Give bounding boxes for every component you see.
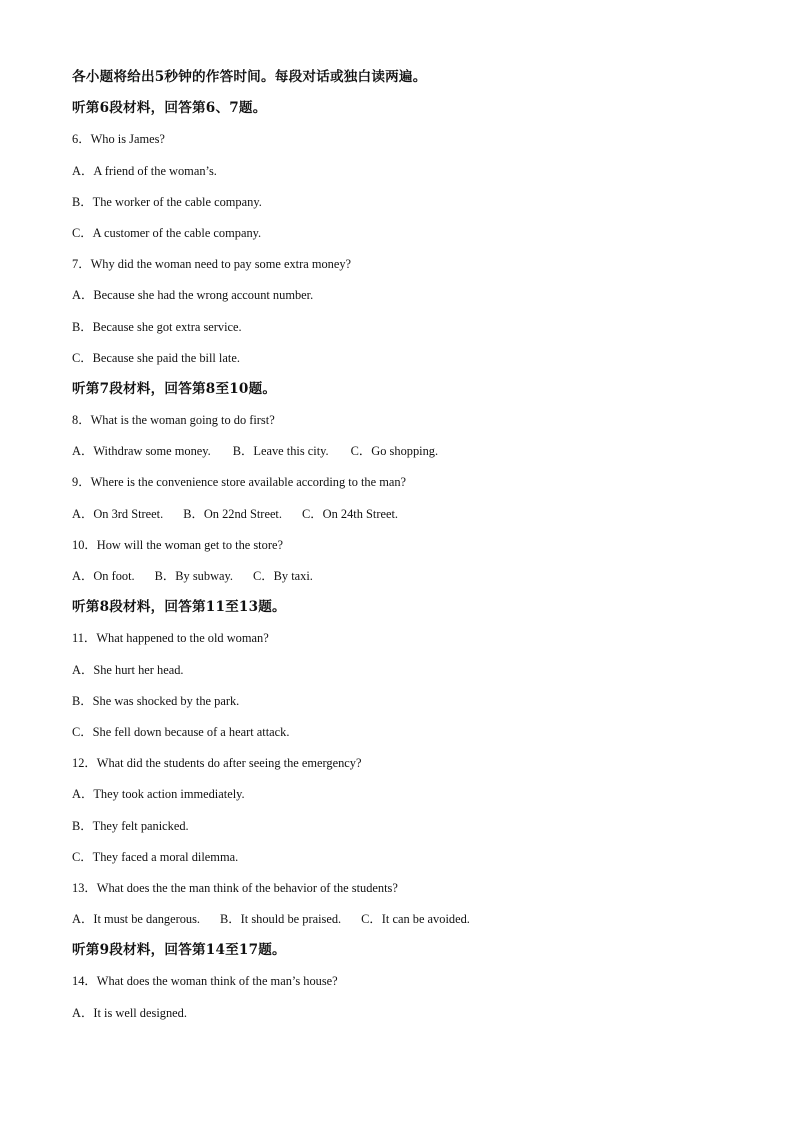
option-c: C．By taxi.	[253, 569, 313, 583]
document-page	[72, 62, 752, 1029]
option-b: B．By subway.	[154, 569, 234, 583]
option-a: A．Withdraw some money.	[72, 444, 211, 459]
question-text: 14．What does the woman think of the man’s house?	[72, 974, 338, 989]
question-text: 8．What is the woman going to do first?	[72, 413, 275, 428]
option-b: B．Because she got extra service.	[72, 319, 242, 334]
options-row	[72, 499, 752, 530]
option-a: A．She hurt her head.	[72, 662, 184, 677]
option-c: C．She fell down because of a heart attack.	[72, 724, 290, 739]
option-c: C．They faced a moral dilemma.	[72, 849, 239, 864]
instructions-text: 各小题将给出5秒钟的作答时间。每段对话或独白读两遍。	[72, 69, 427, 85]
option-b: B．On 22nd Street.	[183, 506, 282, 521]
option-b: B．She was shocked by the park.	[72, 693, 240, 708]
options-row	[72, 561, 752, 592]
question-text: 10．How will the woman get to the store?	[72, 537, 283, 552]
option-c: C．It can be avoided.	[361, 912, 470, 927]
option-c: C．Go shopping.	[350, 444, 439, 459]
options-row	[72, 904, 752, 935]
option-a: A．On 3rd Street.	[72, 506, 164, 521]
option-a: A．It must be dangerous.	[72, 912, 201, 927]
option-a: A．It is well designed.	[72, 1005, 187, 1020]
options-row	[72, 436, 752, 467]
option-b: B．It should be praised.	[220, 912, 342, 927]
section-heading: 听第7段材料，回答第8至10题。	[72, 380, 277, 397]
question-text: 6．Who is James?	[72, 132, 165, 147]
section-heading: 听第9段材料，回答第14至17题。	[72, 942, 286, 959]
option-b: B．Leave this city.	[232, 444, 329, 459]
question-text: 13．What does the the man think of the behavior of the students?	[72, 880, 398, 895]
option-a: A．They took action immediately.	[72, 787, 245, 802]
question-text: 9．Where is the convenience store available according to the man?	[72, 475, 407, 490]
question-text: 7．Why did the woman need to pay some extra money?	[72, 257, 352, 272]
option-a: A．Because she had the wrong account number.	[72, 288, 314, 303]
option-c: C．Because she paid the bill late.	[72, 350, 240, 365]
option-a: A．On foot.	[72, 569, 135, 583]
option-a: A．A friend of the woman’s.	[72, 163, 217, 178]
question-text: 12．What did the students do after seeing the emergency?	[72, 756, 362, 771]
option-c: C．A customer of the cable company.	[72, 225, 262, 240]
section-heading: 听第6段材料，回答第6、7题。	[72, 100, 267, 117]
option-b: B．They felt panicked.	[72, 818, 189, 833]
question-text: 11．What happened to the old woman?	[72, 631, 269, 646]
option-c: C．On 24th Street.	[301, 506, 399, 521]
option-b: B．The worker of the cable company.	[72, 194, 262, 209]
section-heading: 听第8段材料，回答第11至13题。	[72, 599, 286, 616]
